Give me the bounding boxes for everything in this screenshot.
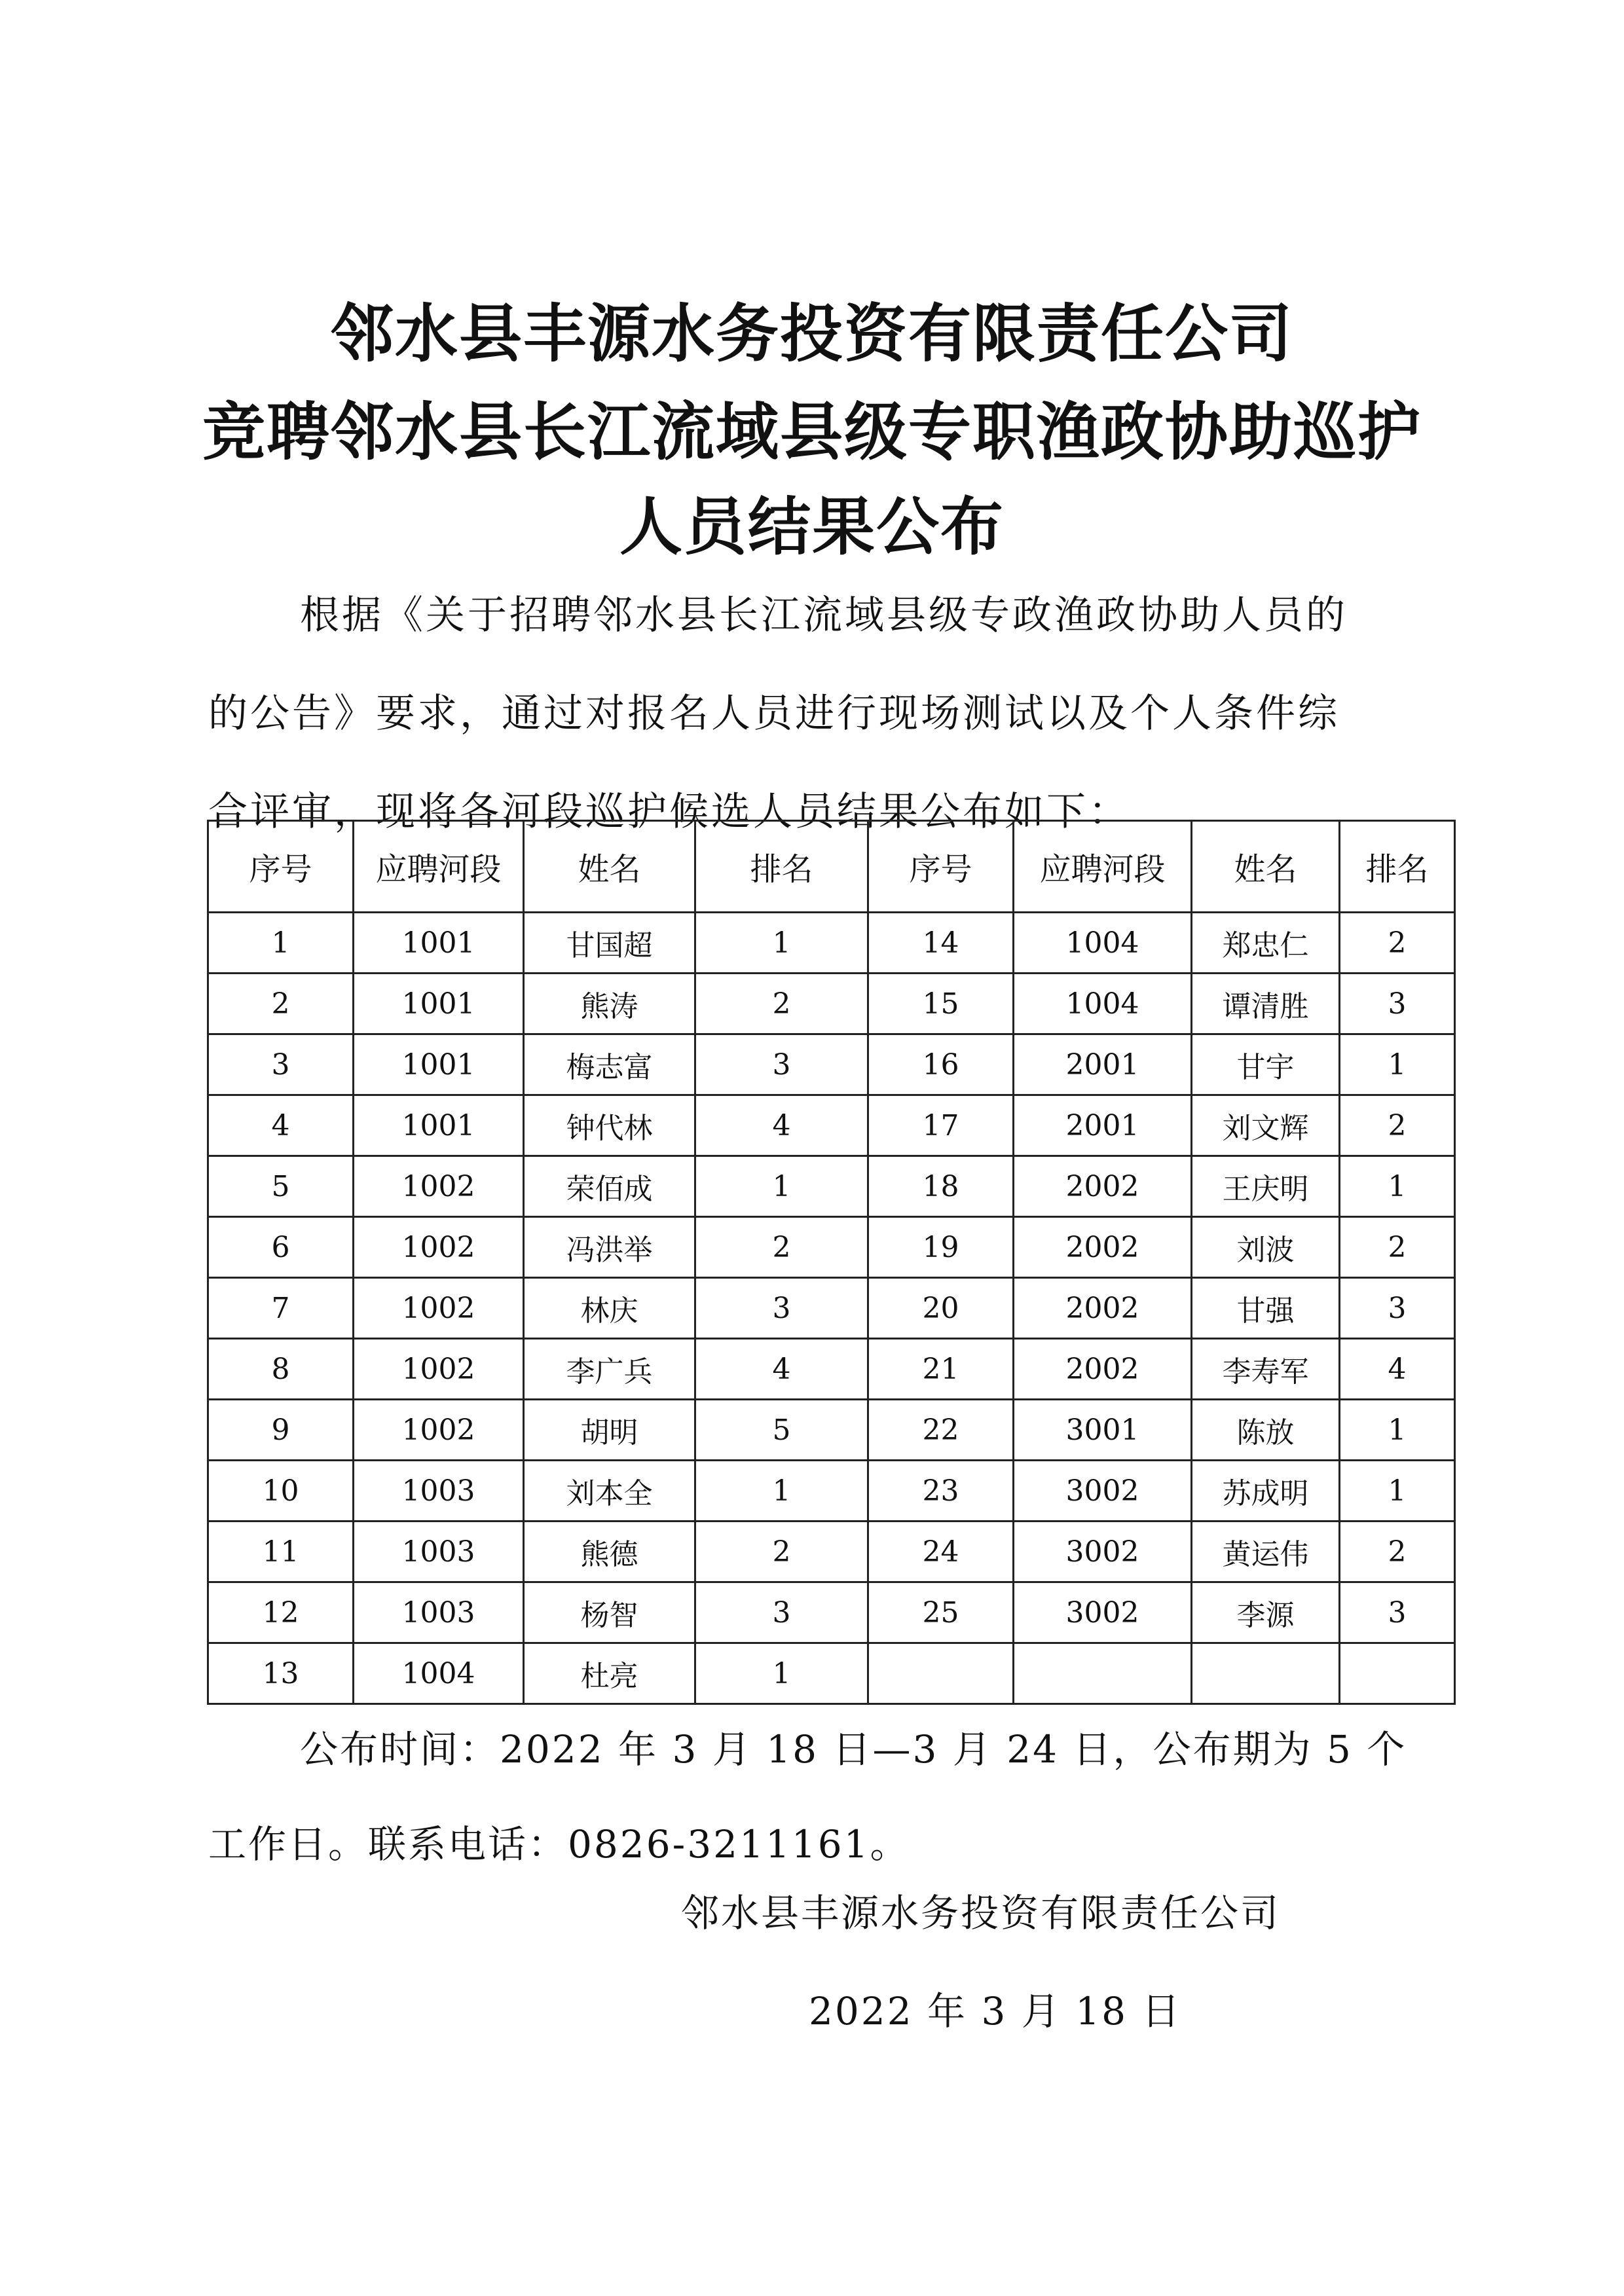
table-cell: 1 — [1340, 1400, 1455, 1461]
table-cell: 刘文辉 — [1192, 1095, 1340, 1156]
table-cell: 梅志富 — [524, 1034, 695, 1095]
table-cell: 7 — [208, 1278, 354, 1339]
table-cell: 23 — [868, 1461, 1014, 1522]
table-cell: 1003 — [354, 1522, 524, 1582]
table-cell: 2001 — [1014, 1095, 1192, 1156]
table-cell: 2001 — [1014, 1034, 1192, 1095]
signature-company: 邻水县丰源水务投资有限责任公司 — [681, 1891, 1281, 1935]
table-cell: 1003 — [354, 1461, 524, 1522]
column-header: 排名 — [1340, 821, 1455, 913]
table-cell: 3002 — [1014, 1522, 1192, 1582]
table-cell: 15 — [868, 974, 1014, 1034]
table-cell: 刘波 — [1192, 1217, 1340, 1278]
results-table — [207, 820, 1456, 1705]
table-row — [208, 1643, 1455, 1704]
table-cell: 1 — [695, 913, 868, 974]
table-cell: 3 — [695, 1278, 868, 1339]
table-cell — [868, 1643, 1014, 1704]
table-cell: 1 — [1340, 1034, 1455, 1095]
table-cell: 3 — [695, 1034, 868, 1095]
intro-line-3: 合评审，现将各河段巡护候选人员结果公布如下： — [208, 789, 1130, 835]
table-cell: 2 — [695, 974, 868, 1034]
table-cell: 钟代林 — [524, 1095, 695, 1156]
table-cell: 林庆 — [524, 1278, 695, 1339]
table-cell: 陈放 — [1192, 1400, 1340, 1461]
table-cell: 25 — [868, 1582, 1014, 1643]
table-cell: 2002 — [1014, 1217, 1192, 1278]
table-header-row — [208, 821, 1455, 913]
table-cell: 2 — [695, 1522, 868, 1582]
table-cell: 3002 — [1014, 1461, 1192, 1522]
table-cell: 1002 — [354, 1400, 524, 1461]
table-cell — [1340, 1643, 1455, 1704]
column-header: 序号 — [208, 821, 354, 913]
table-row — [208, 1522, 1455, 1582]
notice-paragraph — [208, 1702, 1439, 1892]
table-cell: 刘本全 — [524, 1461, 695, 1522]
table-cell: 李寿军 — [1192, 1339, 1340, 1400]
table-cell: 胡明 — [524, 1400, 695, 1461]
table-cell — [1014, 1643, 1192, 1704]
table-cell: 荣佰成 — [524, 1156, 695, 1217]
document-title-line-1: 邻水县丰源水务投资有限责任公司 — [331, 297, 1293, 371]
table-cell: 黄运伟 — [1192, 1522, 1340, 1582]
table-cell: 3002 — [1014, 1582, 1192, 1643]
table-cell: 4 — [1340, 1339, 1455, 1400]
table-cell: 3 — [1340, 1582, 1455, 1643]
table-cell: 杜亮 — [524, 1643, 695, 1704]
intro-paragraph — [208, 566, 1439, 861]
table-cell: 21 — [868, 1339, 1014, 1400]
table-body — [208, 913, 1455, 1704]
table-cell: 1 — [695, 1643, 868, 1704]
table-cell: 谭清胜 — [1192, 974, 1340, 1034]
table-cell: 2002 — [1014, 1339, 1192, 1400]
notice-line-2: 工作日。联系电话：0826-3211161。 — [208, 1822, 910, 1867]
column-header: 序号 — [868, 821, 1014, 913]
column-header: 姓名 — [1192, 821, 1340, 913]
table-cell: 14 — [868, 913, 1014, 974]
table-cell: 1004 — [354, 1643, 524, 1704]
table-cell: 4 — [695, 1339, 868, 1400]
column-header: 应聘河段 — [1014, 821, 1192, 913]
table-cell: 1002 — [354, 1339, 524, 1400]
table-cell: 3001 — [1014, 1400, 1192, 1461]
table-cell: 熊涛 — [524, 974, 695, 1034]
table-cell: 4 — [208, 1095, 354, 1156]
table-cell: 24 — [868, 1522, 1014, 1582]
table-cell: 6 — [208, 1217, 354, 1278]
table-cell: 甘宇 — [1192, 1034, 1340, 1095]
table-cell: 1001 — [354, 913, 524, 974]
table-cell: 1001 — [354, 1095, 524, 1156]
table-row — [208, 1582, 1455, 1643]
table-cell: 2002 — [1014, 1156, 1192, 1217]
table-cell: 熊德 — [524, 1522, 695, 1582]
table-cell: 16 — [868, 1034, 1014, 1095]
table-cell: 苏成明 — [1192, 1461, 1340, 1522]
table-cell: 5 — [695, 1400, 868, 1461]
table-cell: 2 — [695, 1217, 868, 1278]
table-cell: 17 — [868, 1095, 1014, 1156]
table-row — [208, 974, 1455, 1034]
table-cell: 王庆明 — [1192, 1156, 1340, 1217]
table-cell: 2 — [1340, 1217, 1455, 1278]
table-cell: 11 — [208, 1522, 354, 1582]
table-cell: 1 — [1340, 1461, 1455, 1522]
table-row — [208, 1339, 1455, 1400]
table-cell: 1001 — [354, 974, 524, 1034]
table-row — [208, 1461, 1455, 1522]
table-cell: 1001 — [354, 1034, 524, 1095]
table-cell: 1 — [1340, 1156, 1455, 1217]
table-cell: 19 — [868, 1217, 1014, 1278]
table-cell: 1002 — [354, 1156, 524, 1217]
table-cell: 1002 — [354, 1278, 524, 1339]
signature-date: 2022 年 3 月 18 日 — [809, 1989, 1182, 2033]
table-cell: 5 — [208, 1156, 354, 1217]
table-row — [208, 1095, 1455, 1156]
intro-line-1: 根据《关于招聘邻水县长江流域县级专政渔政协助人员的 — [300, 592, 1348, 638]
table-cell: 1004 — [1014, 974, 1192, 1034]
table-cell: 1 — [695, 1461, 868, 1522]
table-cell: 2 — [1340, 1522, 1455, 1582]
table-cell — [1192, 1643, 1340, 1704]
table-cell: 甘强 — [1192, 1278, 1340, 1339]
table-cell: 20 — [868, 1278, 1014, 1339]
table-cell: 10 — [208, 1461, 354, 1522]
table-cell: 13 — [208, 1643, 354, 1704]
table-cell: 8 — [208, 1339, 354, 1400]
table-cell: 2 — [208, 974, 354, 1034]
table-row — [208, 1156, 1455, 1217]
intro-line-2: 的公告》要求，通过对报名人员进行现场测试以及个人条件综 — [208, 691, 1340, 737]
table-row — [208, 1034, 1455, 1095]
table-cell: 1002 — [354, 1217, 524, 1278]
table-cell: 李源 — [1192, 1582, 1340, 1643]
table-cell: 3 — [1340, 974, 1455, 1034]
table-cell: 杨智 — [524, 1582, 695, 1643]
table-cell: 1 — [695, 1156, 868, 1217]
table-cell: 12 — [208, 1582, 354, 1643]
table-cell: 2 — [1340, 1095, 1455, 1156]
table-cell: 9 — [208, 1400, 354, 1461]
column-header: 排名 — [695, 821, 868, 913]
column-header: 应聘河段 — [354, 821, 524, 913]
table-cell: 1 — [208, 913, 354, 974]
table-cell: 甘国超 — [524, 913, 695, 974]
table-cell: 1004 — [1014, 913, 1192, 974]
table-cell: 3 — [1340, 1278, 1455, 1339]
document-title-line-2: 竞聘邻水县长江流域县级专职渔政协助巡护 — [202, 395, 1422, 469]
document-title-line-3: 人员结果公布 — [619, 490, 1005, 564]
table-row — [208, 913, 1455, 974]
column-header: 姓名 — [524, 821, 695, 913]
table-cell: 2002 — [1014, 1278, 1192, 1339]
table-cell: 2 — [1340, 913, 1455, 974]
table-row — [208, 1217, 1455, 1278]
table-cell: 4 — [695, 1095, 868, 1156]
table-cell: 1003 — [354, 1582, 524, 1643]
table-cell: 18 — [868, 1156, 1014, 1217]
notice-line-1: 公布时间：2022 年 3 月 18 日—3 月 24 日，公布期为 5 个 — [300, 1727, 1407, 1772]
table-cell: 郑忠仁 — [1192, 913, 1340, 974]
table-cell: 李广兵 — [524, 1339, 695, 1400]
table-cell: 22 — [868, 1400, 1014, 1461]
table-row — [208, 1400, 1455, 1461]
table-cell: 3 — [208, 1034, 354, 1095]
table-cell: 冯洪举 — [524, 1217, 695, 1278]
table-cell: 3 — [695, 1582, 868, 1643]
table-row — [208, 1278, 1455, 1339]
